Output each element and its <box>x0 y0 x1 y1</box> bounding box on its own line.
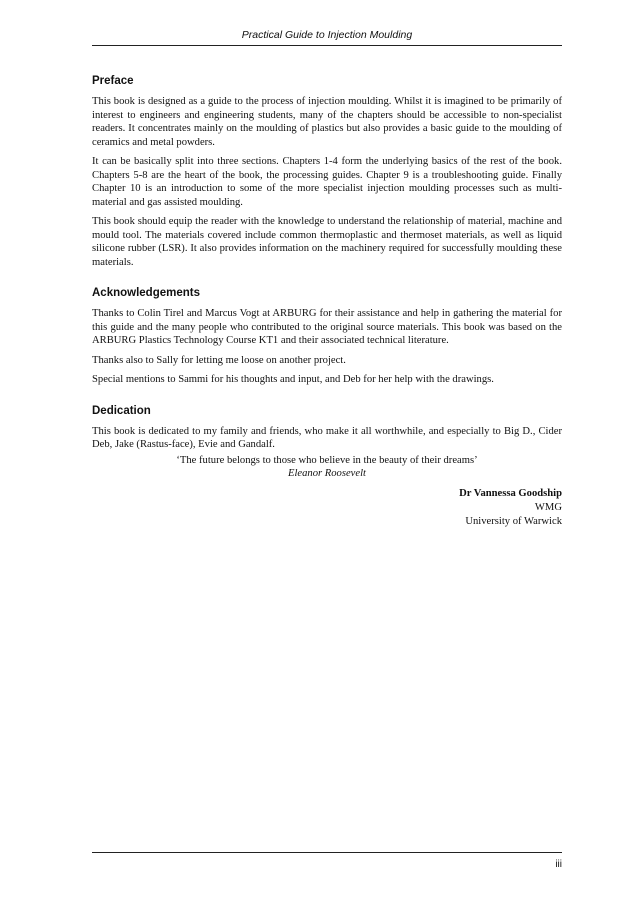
page-content <box>92 74 562 529</box>
dedication-quote: ‘The future belongs to those who believe in the beauty of their dreams’ <box>176 454 478 466</box>
quote-author: Eleanor Roosevelt <box>288 468 366 479</box>
preface-paragraph-1: This book is designed as a guide to the process of injection moulding. Whilst it is imagined to be primarily of interest to engineers and engineering students, many of the chapters should be accessible to non-specialist readers. It concentrates mainly on the moulding of plastics but also provides a basic guide to the moulding of ceramics and metal powders. <box>92 96 562 148</box>
author-signature <box>92 487 562 529</box>
section-spacer <box>92 393 562 404</box>
author-institution: University of Warwick <box>465 515 562 527</box>
author-unit: WMG <box>534 501 562 513</box>
acknowledgements-paragraph-1: Thanks to Colin Tirel and Marcus Vogt at ARBURG for their assistance and help in gathering the material for this guide and the many people who contributed to the original source materials. This book was based on the ARBURG Plastics Technology Course KT1 and their associated technical literature. <box>92 308 562 346</box>
preface-heading: Preface <box>92 75 134 87</box>
acknowledgements-paragraph-3: Special mentions to Sammi for his thoughts and input, and Deb for her help with the drawings. <box>92 374 494 385</box>
acknowledgements-heading: Acknowledgements <box>92 287 200 299</box>
dedication-section <box>92 404 562 481</box>
page-number: iii <box>555 859 562 870</box>
section-spacer <box>92 275 562 286</box>
preface-paragraph-3: This book should equip the reader with the knowledge to understand the relationship of material, machine and mould tool. The materials covered include common thermoplastic and thermoset materials, as well as liquid silicone rubber (LSR). It also provides information on the machinery required for successfully moulding these materials. <box>92 216 562 268</box>
dedication-paragraph: This book is dedicated to my family and friends, who make it all worthwhile, and especially to Big D., Cider Deb, Jake (Rastus-face), Evie and Gandalf. <box>92 425 562 450</box>
author-name: Dr Vannessa Goodship <box>459 487 562 499</box>
header-rule <box>92 45 562 46</box>
acknowledgements-section <box>92 286 562 387</box>
dedication-heading: Dedication <box>92 404 151 417</box>
preface-section <box>92 74 562 269</box>
acknowledgements-paragraph-2: Thanks also to Sally for letting me loose on another project. <box>92 354 346 366</box>
running-header: Practical Guide to Injection Moulding <box>241 29 413 41</box>
preface-paragraph-2: It can be basically split into three sections. Chapters 1-4 form the underlying basics of the rest of the book. Chapters 5-8 are the heart of the book, the processing guides. Chapter 9 is a troubleshooting guide. Finally Chapter 10 is an introduction to some of the more specialist injection moulding processes such as multi-material and gas assisted moulding. <box>92 156 562 208</box>
footer-rule <box>92 852 562 853</box>
